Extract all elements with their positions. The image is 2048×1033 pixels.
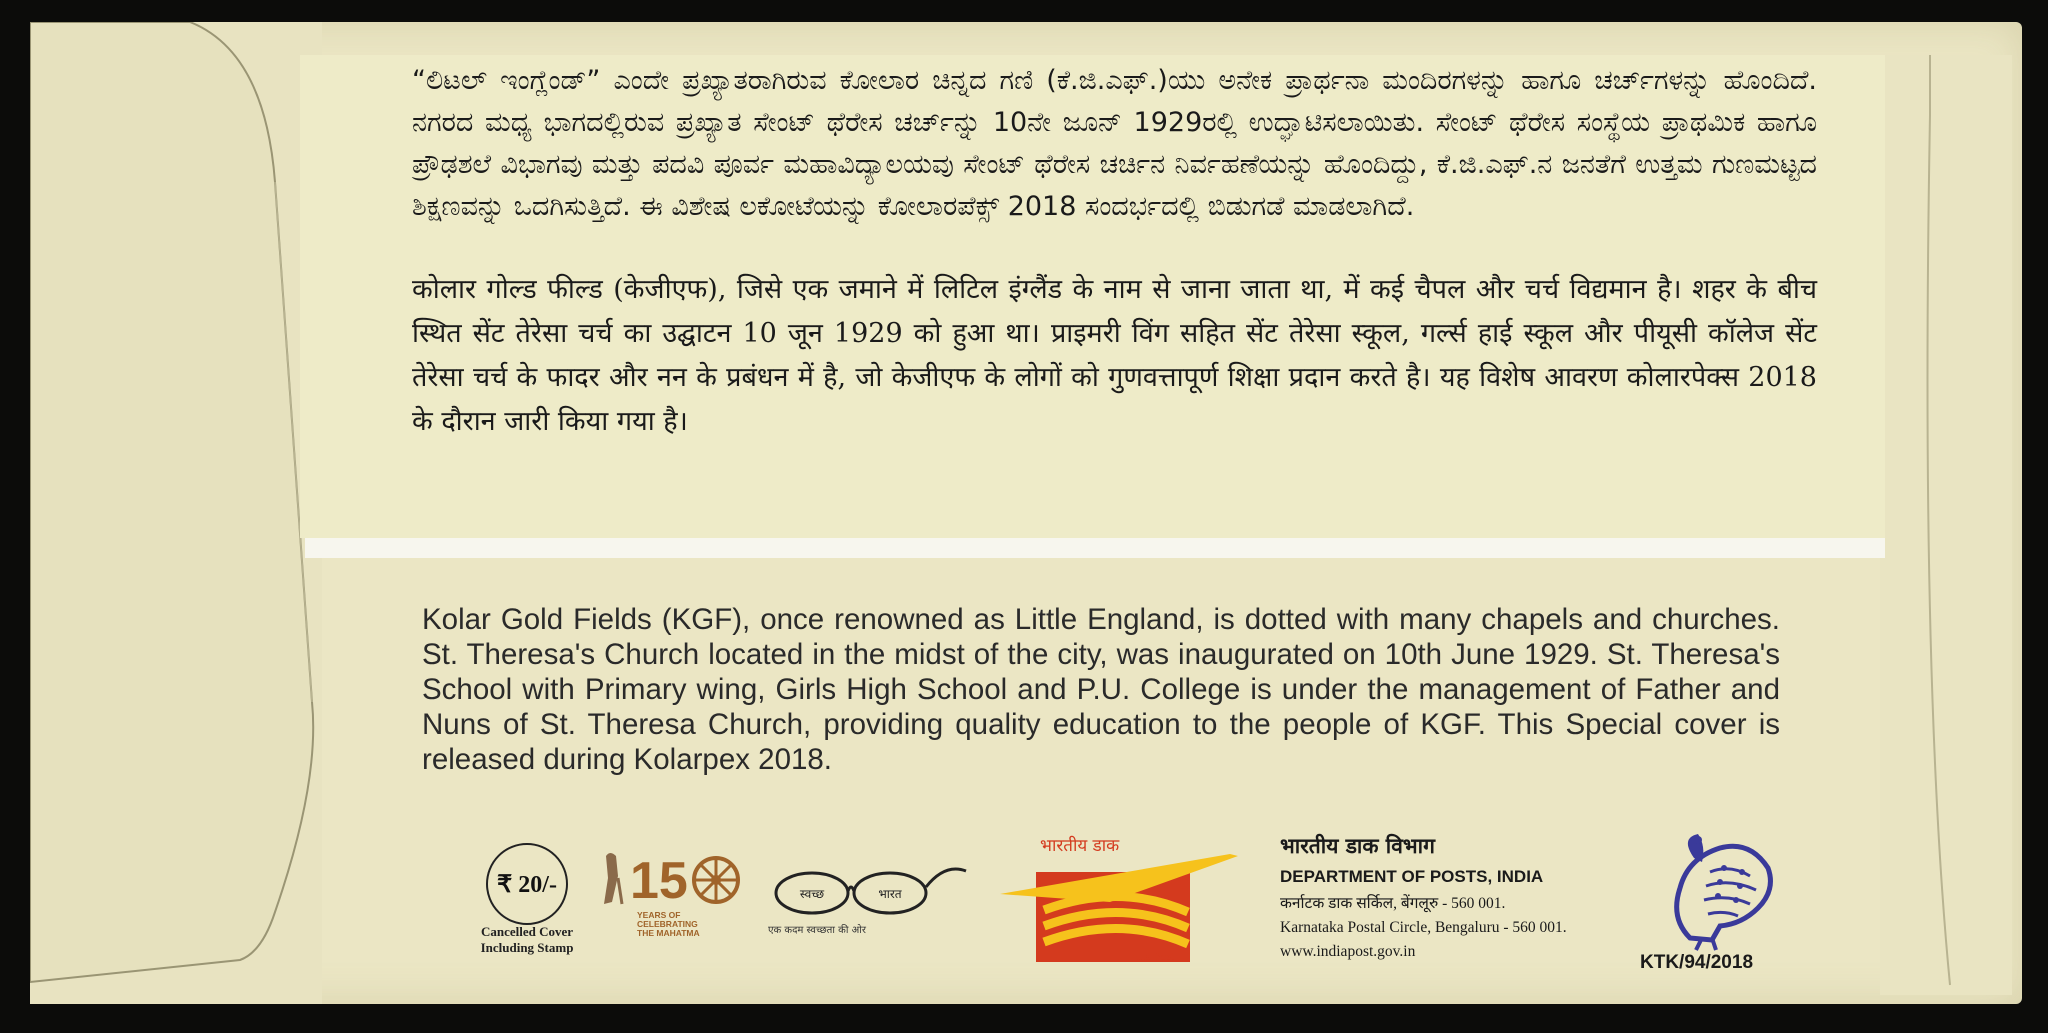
department-name-hindi: भारतीय डाक विभाग — [1280, 834, 1435, 858]
swachh-caption: एक कदम स्वच्छता की ओर — [768, 925, 866, 936]
years-line-2: CELEBRATING — [637, 919, 698, 929]
circle-address-hindi: कर्नाटक डाक सर्किल, बेंगलूरु - 560 001. — [1280, 895, 1506, 912]
swachh-bharat-spectacles-icon — [770, 855, 970, 921]
years-line-1: YEARS OF — [637, 910, 681, 920]
circle-address-english: Karnataka Postal Circle, Bengaluru - 560 001. — [1280, 919, 1567, 936]
department-address-block — [1280, 830, 1640, 964]
stamp-caption-line-1: Cancelled Cover — [480, 924, 574, 939]
india-post-logo — [1000, 852, 1250, 966]
years-number: 15 — [630, 852, 688, 910]
india-post-wordmark: भारतीय डाक — [1040, 836, 1120, 856]
left-flap — [30, 22, 322, 1004]
department-name-english: DEPARTMENT OF POSTS, INDIA — [1280, 867, 1544, 886]
swachh-right-text: भारत — [878, 887, 902, 901]
gandhi-chakra-logo — [598, 848, 748, 916]
kannada-paragraph: “ಲಿಟಲ್ ಇಂಗ್ಲೆಂಡ್” ಎಂದೇ ಪ್ರಖ್ಯಾತರಾಗಿರುವ ಕೋಲಾರ ಚಿನ್ನದ ಗಣಿ (ಕೆ.ಜಿ.ಎಫ್.)ಯು ಅನೇಕ ಪ್ರಾರ್ಥನಾ ಮಂದಿರಗಳನ್ನು ಹಾಗೂ ಚರ್ಚ್‌ಗಳನ್ನು ಹೊಂದಿದೆ. ನಗರದ ಮಧ್ಯ ಭಾಗದಲ್ಲಿರುವ ಪ್ರಖ್ಯಾತ ಸೇಂಟ್ ಥೆರೇಸ ಚರ್ಚ್‌ನ್ನು 10ನೇ ಜೂನ್ 1929ರಲ್ಲಿ ಉದ್ಘಾಟಿಸಲಾಯಿತು. ಸೇಂಟ್ ಥೆರೇಸ ಸಂಸ್ಥೆಯ ಪ್ರಾಥಮಿಕ ಹಾಗೂ ಪ್ರೌಢಶಲೆ ವಿಭಾಗವು ಮತ್ತು ಪದವಿ ಪೂರ್ವ ಮಹಾವಿದ್ಯಾಲಯವು ಸೇಂಟ್ ಥೆರೇಸ ಚರ್ಚಿನ ನಿರ್ವಹಣೆಯನ್ನು ಹೊಂದಿದ್ದು, ಕೆ.ಜಿ.ಎಫ್.ನ ಜನತೆಗೆ ಉತ್ತಮ ಗುಣಮಟ್ಟದ ಶಿಕ್ಷಣವನ್ನು ಒದಗಿಸುತ್ತಿದೆ. ಈ ವಿಶೇಷ ಲಕೋಟೆಯನ್ನು ಕೋಲಾರಪೆಕ್ಸ್ 2018 ಸಂದರ್ಭದಲ್ಲಿ ಬಿಡುಗಡೆ ಮಾಡಲಾಗಿದೆ. — [412, 65, 1817, 222]
cover-code: KTK/94/2018 — [1640, 952, 1754, 973]
price-label: ₹ 20/- — [497, 871, 557, 898]
swachh-left-text: स्वच्छ — [799, 887, 825, 901]
english-paragraph: Kolar Gold Fields (KGF), once renowned as Little England, is dotted with many chapels and churches. St. Theresa's Church located in the midst of the city, was inaugurated on 10th June 1929. St. Theresa's School with Primary wing, Girls High School and P.U. College is under the management of Father and Nuns of St. Theresa Church, providing quality education to the people of KGF. This Special cover is released during Kolarpex 2018. — [422, 603, 1780, 776]
website-url: www.indiapost.gov.in — [1280, 943, 1416, 960]
years-celebrating-caption — [637, 911, 747, 938]
flap-seal-strip — [305, 538, 1885, 558]
price-circle — [486, 843, 568, 925]
cancelled-cover-caption — [452, 924, 602, 956]
peacock-emblem-icon — [1650, 828, 1780, 957]
years-line-3: THE MAHATMA — [637, 928, 700, 938]
hindi-paragraph: कोलार गोल्ड फील्ड (केजीएफ), जिसे एक जमाने में लिटिल इंग्लैंड के नाम से जाना जाता था, में कई चैपल और चर्च विद्यमान है। शहर के बीच स्थित सेंट तेरेसा चर्च का उद्घाटन 10 जून 1929 को हुआ था। प्राइमरी विंग सहित सेंट तेरेसा स्कूल, गर्ल्स हाई स्कूल और पीयूसी कॉलेज सेंट तेरेसा चर्च के फादर और नन के प्रबंधन में है, जो केजीएफ के लोगों को गुणवत्तापूर्ण शिक्षा प्रदान करते है। यह विशेष आवरण कोलारपेक्स 2018 के दौरान जारी किया गया है। — [412, 274, 1817, 437]
india-post-caption: India Post — [1126, 949, 1175, 963]
stamp-caption-line-2: Including Stamp — [480, 940, 574, 955]
right-flap — [1880, 55, 2012, 995]
